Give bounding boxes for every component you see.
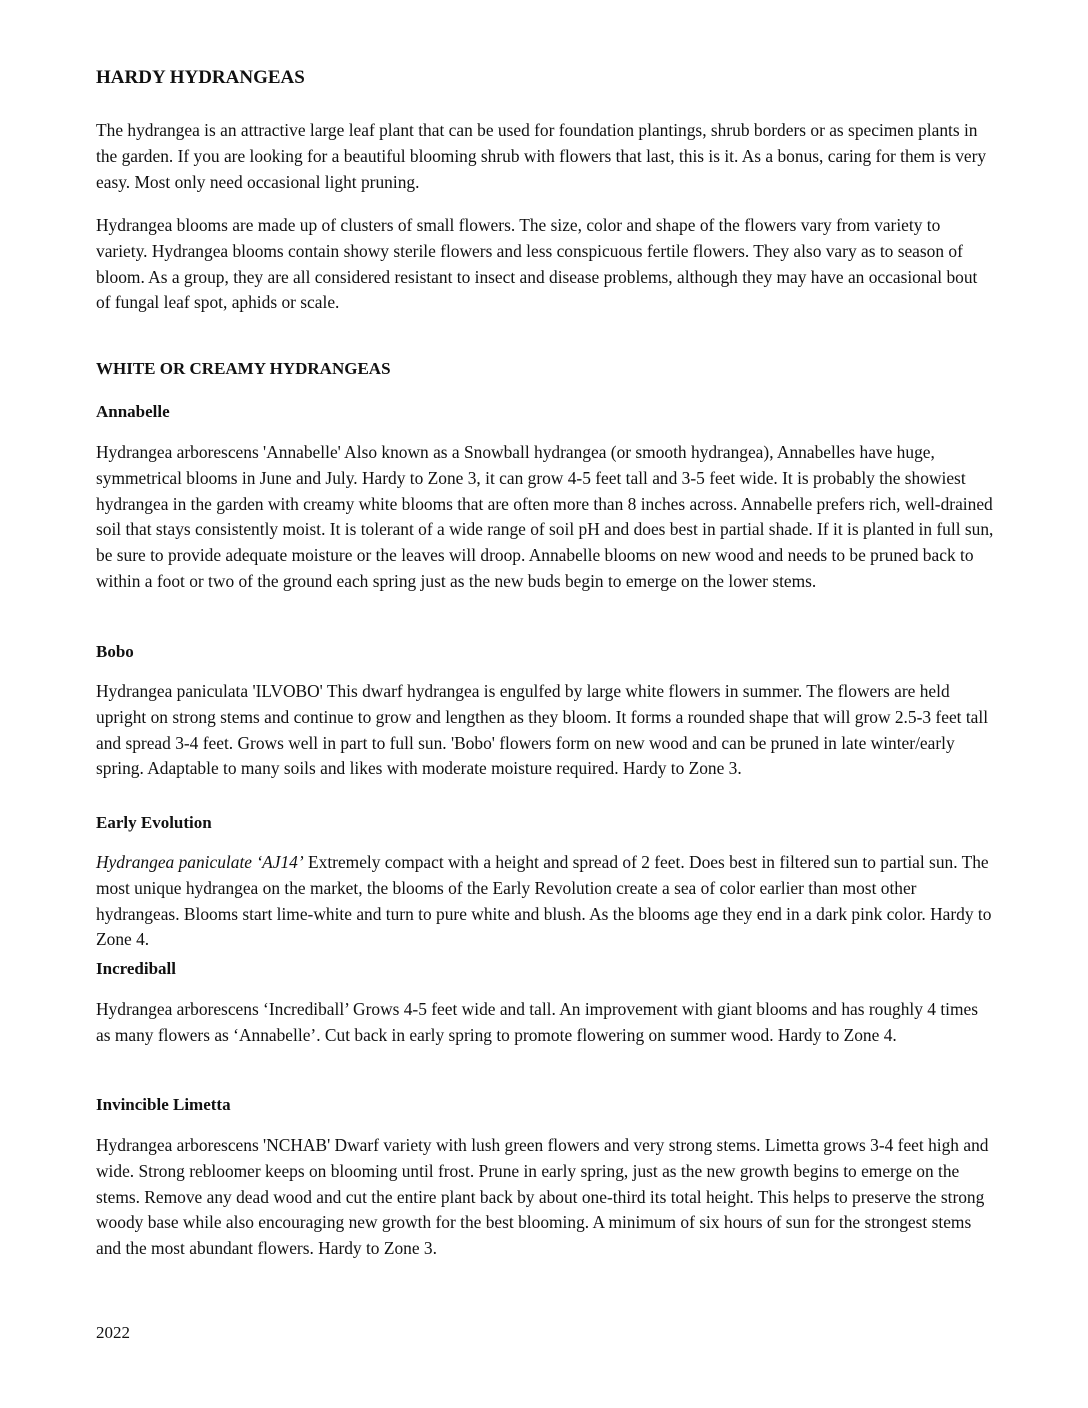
intro-paragraph-1: The hydrangea is an attractive large leaf plant that can be used for foundation plantings, shrub borders or as specimen plants in the garden. If you are looking for a beautiful blooming shrub with flowers that last, this is it. As a bonus, caring for them is very easy. Most only need occasional light pruning. <box>96 120 987 192</box>
variety-heading-early-evolution: Early Evolution <box>96 813 212 832</box>
section-title: WHITE OR CREAMY HYDRANGEAS <box>96 359 391 378</box>
variety-description-invincible-limetta: Hydrangea arborescens 'NCHAB' Dwarf variety with lush green flowers and very strong stems. Limetta grows 3-4 feet high and wide. Strong rebloomer keeps on blooming until frost. Prune in early spring, just as the new growth begins to emerge on the stems. Remove any dead wood and cut the entire plant back by about one-third its total height. This helps to preserve the strong woody base while also encouraging new growth for the best blooming. A minimum of six hours of sun for the strongest stems and the most abundant flowers. Hardy to Zone 3. <box>96 1135 989 1259</box>
variety-description-text: Extremely compact with a height and spread of 2 feet. Does best in filtered sun to partial sun. The most unique hydrangea on the market, the blooms of the Early Revolution create a sea of color earlier than most other hydrangeas. Blooms start lime-white and turn to pure white and blush. As the blooms age they end in a dark pink color. Hardy to Zone 4. <box>96 852 992 950</box>
variety-heading-invincible-limetta: Invincible Limetta <box>96 1095 231 1114</box>
intro-paragraph-2: Hydrangea blooms are made up of clusters of small flowers. The size, color and shape of the flowers vary from variety to variety. Hydrangea blooms contain showy sterile flowers and less conspicuous fertile flowers. They also vary as to season of bloom. As a group, they are all considered resistant to insect and disease problems, although they may have an occasional bout of fungal leaf spot, aphids or scale. <box>96 215 978 313</box>
variety-heading-annabelle: Annabelle <box>96 402 170 421</box>
variety-heading-bobo: Bobo <box>96 642 134 661</box>
variety-latin-name: Hydrangea paniculate ‘AJ14’ <box>96 852 304 872</box>
variety-description-early-evolution <box>96 850 996 953</box>
variety-description-incrediball: Hydrangea arborescens ‘Incrediball’ Grows 4-5 feet wide and tall. An improvement with giant blooms and has roughly 4 times as many flowers as ‘Annabelle’. Cut back in early spring to promote flowering on summer wood. Hardy to Zone 4. <box>96 999 979 1045</box>
variety-description-annabelle: Hydrangea arborescens 'Annabelle' Also known as a Snowball hydrangea (or smooth hydrangea), Annabelles have huge, symmetrical blooms in June and July. Hardy to Zone 3, it can grow 4-5 feet tall and 3-5 feet wide. It is probably the showiest hydrangea in the garden with creamy white blooms that are often more than 8 inches across. Annabelle prefers rich, well-drained soil that stays consistently moist. It is tolerant of a wide range of soil pH and does best in partial shade. If it is planted in full sun, be sure to provide adequate moisture or the leaves will droop. Annabelle blooms on new wood and needs to be pruned back to within a foot or two of the ground each spring just as the new buds begin to emerge on the lower stems. <box>96 442 994 591</box>
variety-description-bobo: Hydrangea paniculata 'ILVOBO' This dwarf hydrangea is engulfed by large white flowers in summer. The flowers are held upright on strong stems and continue to grow and lengthen as they bloom. It forms a rounded shape that will grow 2.5-3 feet tall and spread 3-4 feet. Grows well in part to full sun. 'Bobo' flowers form on new wood and can be pruned in late winter/early spring. Adaptable to many soils and likes with moderate moisture required. Hardy to Zone 3. <box>96 681 989 779</box>
page-title: HARDY HYDRANGEAS <box>96 67 305 88</box>
footer-year: 2022 <box>96 1323 130 1342</box>
variety-heading-incrediball: Incrediball <box>96 959 176 978</box>
